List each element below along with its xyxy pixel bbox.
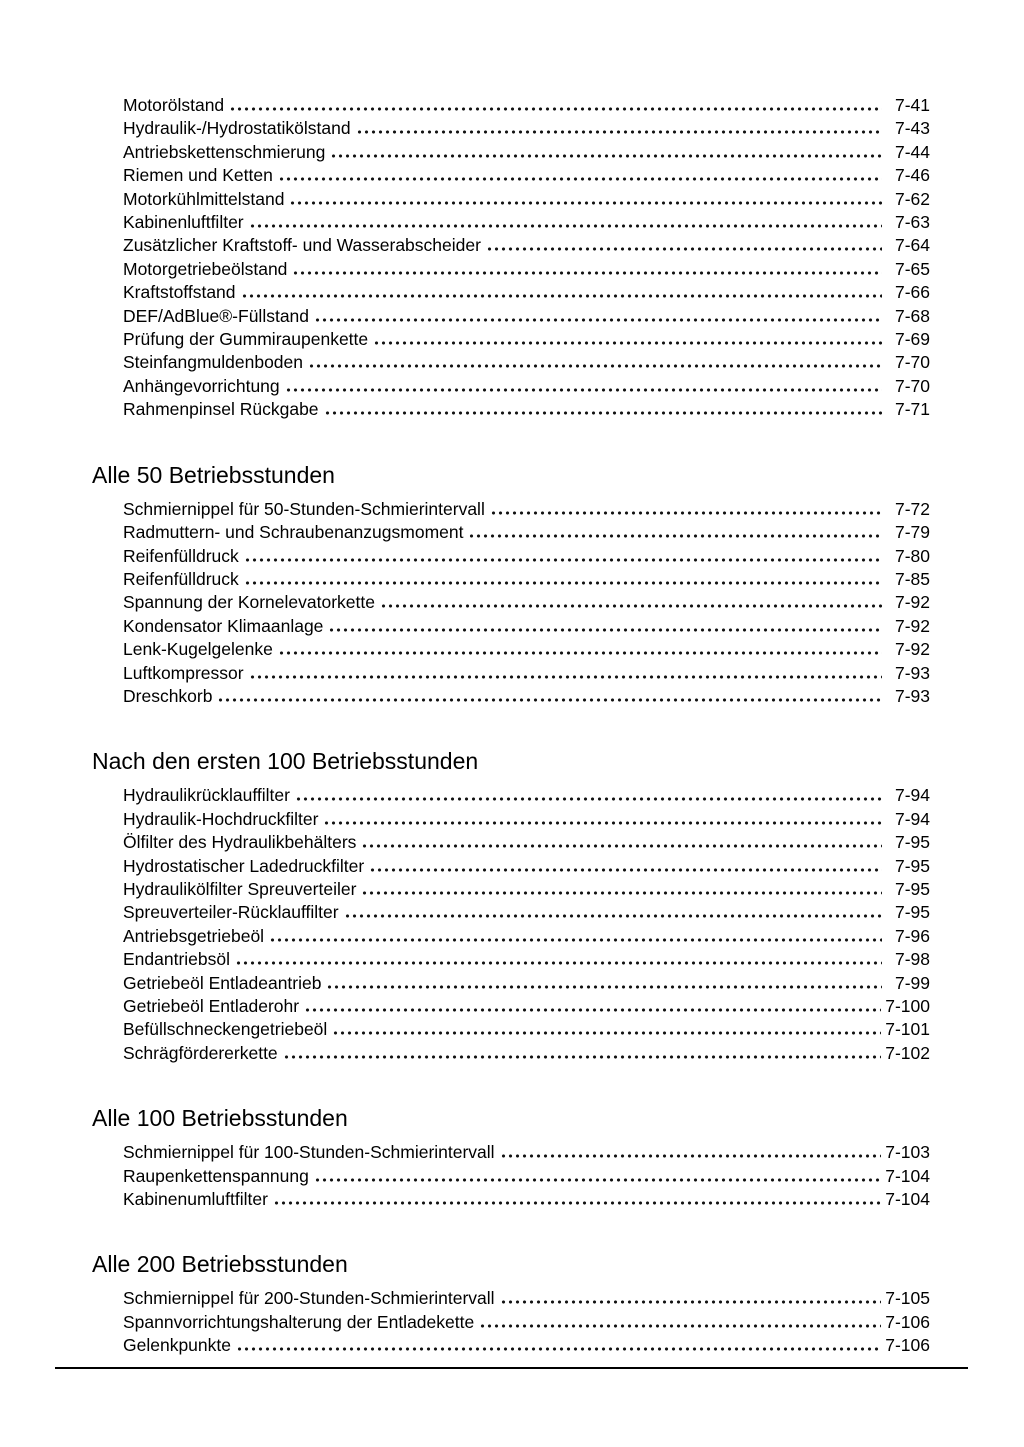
dot-leader xyxy=(289,201,882,205)
toc-entry-label: Schmiernippel für 200-Stunden-Schmierintervall xyxy=(123,1288,495,1309)
toc-entry-label: Schmiernippel für 50-Stunden-Schmierintervall xyxy=(123,498,485,519)
toc-entry-label: Rahmenpinsel Rückgabe xyxy=(123,399,319,420)
toc-entry-label: Endantriebsöl xyxy=(123,949,231,970)
toc-entry xyxy=(92,375,930,398)
toc-entry xyxy=(92,568,930,591)
toc-entry-page: 7-105 xyxy=(885,1288,930,1309)
toc-section xyxy=(92,1105,930,1211)
dot-leader xyxy=(361,844,882,848)
toc-entry-label: Hydraulikölfilter Spreuverteiler xyxy=(123,878,357,899)
toc-entry xyxy=(92,521,930,544)
dot-leader xyxy=(278,651,882,655)
toc-entry xyxy=(92,1018,930,1041)
dot-leader xyxy=(500,1300,882,1304)
toc-entry-label: DEF/AdBlue®-Füllstand xyxy=(123,305,310,326)
toc-entry xyxy=(92,784,930,807)
toc-entry xyxy=(92,1188,930,1211)
toc-entry-page: 7-95 xyxy=(894,855,930,876)
toc-entry-page: 7-95 xyxy=(894,832,930,853)
dot-leader xyxy=(249,675,882,679)
toc-entry-label: Radmuttern- und Schraubenanzugsmoment xyxy=(123,522,464,543)
dot-leader xyxy=(236,1347,881,1351)
dot-leader xyxy=(314,1178,881,1182)
toc-entry xyxy=(92,498,930,521)
dot-leader xyxy=(235,961,882,965)
toc-entry-label: Hydraulik-/Hydrostatikölstand xyxy=(123,118,351,139)
section-title: Alle 100 Betriebsstunden xyxy=(92,1105,348,1132)
toc-entry xyxy=(92,281,930,304)
toc-entry-page: 7-63 xyxy=(894,212,930,233)
toc-entry-page: 7-71 xyxy=(894,399,930,420)
toc-entry-page: 7-69 xyxy=(894,329,930,350)
toc-entry xyxy=(92,398,930,421)
toc-entry xyxy=(92,1311,930,1334)
toc-entry xyxy=(92,1287,930,1310)
toc-entry xyxy=(92,638,930,661)
toc xyxy=(92,94,930,1358)
toc-entry-page: 7-99 xyxy=(894,972,930,993)
dot-leader xyxy=(249,224,882,228)
toc-entry xyxy=(92,925,930,948)
toc-entry-page: 7-95 xyxy=(894,902,930,923)
toc-entry xyxy=(92,972,930,995)
toc-section xyxy=(92,462,930,709)
toc-entry-label: Reifenfülldruck xyxy=(123,545,239,566)
toc-entry-page: 7-43 xyxy=(894,118,930,139)
dot-leader xyxy=(361,891,882,895)
toc-entry-page: 7-70 xyxy=(894,375,930,396)
toc-entry-label: Kabinenluftfilter xyxy=(123,212,244,233)
toc-entry-page: 7-96 xyxy=(894,925,930,946)
dot-leader xyxy=(308,364,882,368)
toc-entry xyxy=(92,878,930,901)
toc-entry-page: 7-93 xyxy=(894,662,930,683)
toc-entry-page: 7-94 xyxy=(894,785,930,806)
dot-leader xyxy=(324,411,882,415)
dot-leader xyxy=(269,938,882,942)
dot-leader xyxy=(229,107,882,111)
toc-entry xyxy=(92,141,930,164)
dot-leader xyxy=(369,868,882,872)
toc-entry-label: Dreschkorb xyxy=(123,685,213,706)
toc-entry xyxy=(92,164,930,187)
toc-entry xyxy=(92,211,930,234)
toc-entry xyxy=(92,351,930,374)
dot-leader xyxy=(217,698,882,702)
dot-leader xyxy=(323,821,882,825)
toc-entry xyxy=(92,948,930,971)
toc-entry-label: Hydrostatischer Ladedruckfilter xyxy=(123,855,365,876)
dot-leader xyxy=(244,558,882,562)
toc-entry-label: Motorölstand xyxy=(123,95,225,115)
dot-leader xyxy=(330,154,882,158)
toc-entry-page: 7-72 xyxy=(894,498,930,519)
dot-leader xyxy=(479,1324,881,1328)
toc-entry-label: Motorgetriebeölstand xyxy=(123,258,288,279)
toc-entry-page: 7-46 xyxy=(894,165,930,186)
toc-entry xyxy=(92,117,930,140)
dot-leader xyxy=(326,985,882,989)
toc-entry-label: Getriebeöl Entladerohr xyxy=(123,996,300,1016)
toc-entry xyxy=(92,831,930,854)
toc-entry-label: Spannung der Kornelevatorkette xyxy=(123,592,375,613)
toc-section xyxy=(92,1251,930,1357)
toc-entry-page: 7-70 xyxy=(894,352,930,373)
toc-entry xyxy=(92,188,930,211)
dot-leader xyxy=(304,1008,881,1012)
toc-entry-page: 7-104 xyxy=(885,1189,930,1210)
toc-entry-page: 7-92 xyxy=(894,639,930,660)
toc-entry xyxy=(92,234,930,257)
toc-entry xyxy=(92,591,930,614)
toc-entry xyxy=(92,855,930,878)
toc-entry-page: 7-66 xyxy=(894,282,930,303)
toc-entry-page: 7-98 xyxy=(894,949,930,970)
toc-entry-label: Schrägfördererkette xyxy=(123,1042,278,1063)
toc-entry-label: Anhängevorrichtung xyxy=(123,375,280,396)
toc-entry-page: 7-93 xyxy=(894,685,930,706)
toc-entry-label: Spannvorrichtungshalterung der Entladekette xyxy=(123,1311,475,1332)
toc-entry xyxy=(92,305,930,328)
toc-entry-label: Lenk-Kugelgelenke xyxy=(123,639,273,660)
toc-entry-label: Spreuverteiler-Rücklauffilter xyxy=(123,902,339,923)
toc-entry-page: 7-65 xyxy=(894,258,930,279)
toc-entry-page: 7-106 xyxy=(885,1311,930,1332)
dot-leader xyxy=(486,247,882,251)
dot-leader xyxy=(356,130,882,134)
toc-entry-page: 7-85 xyxy=(894,568,930,589)
toc-entry-page: 7-92 xyxy=(894,615,930,636)
toc-entry-label: Gelenkpunkte xyxy=(123,1335,231,1356)
toc-entry-page: 7-106 xyxy=(885,1335,930,1356)
dot-leader xyxy=(292,271,882,275)
toc-entry-label: Reifenfülldruck xyxy=(123,568,239,589)
toc-entry xyxy=(92,328,930,351)
toc-entry xyxy=(92,662,930,685)
toc-section xyxy=(92,94,930,422)
toc-entry-label: Raupenkettenspannung xyxy=(123,1165,309,1186)
toc-entry xyxy=(92,1042,930,1065)
dot-leader xyxy=(285,388,882,392)
toc-entry-page: 7-100 xyxy=(885,996,930,1016)
toc-entry-label: Steinfangmuldenboden xyxy=(123,352,304,373)
toc-entry-page: 7-95 xyxy=(894,878,930,899)
toc-entry-label: Ölfilter des Hydraulikbehälters xyxy=(123,832,357,853)
dot-leader xyxy=(500,1154,882,1158)
dot-leader xyxy=(241,294,882,298)
toc-entry xyxy=(92,615,930,638)
dot-leader xyxy=(344,914,882,918)
dot-leader xyxy=(468,534,882,538)
toc-entry-page: 7-101 xyxy=(885,1019,930,1040)
dot-leader xyxy=(332,1031,881,1035)
toc-entry-page: 7-41 xyxy=(894,95,930,115)
dot-leader xyxy=(328,628,882,632)
toc-entry-page: 7-80 xyxy=(894,545,930,566)
dot-leader xyxy=(314,318,882,322)
toc-entry-label: Prüfung der Gummiraupenkette xyxy=(123,329,369,350)
toc-entry-label: Getriebeöl Entladeantrieb xyxy=(123,972,322,993)
footer-rule xyxy=(55,1367,968,1369)
toc-entry-page: 7-44 xyxy=(894,141,930,162)
toc-entry xyxy=(92,1165,930,1188)
section-title: Nach den ersten 100 Betriebsstunden xyxy=(92,748,479,775)
dot-leader xyxy=(490,511,882,515)
toc-section xyxy=(92,748,930,1065)
toc-entry-label: Hydraulik-Hochdruckfilter xyxy=(123,808,319,829)
toc-entry-label: Schmiernippel für 100-Stunden-Schmierintervall xyxy=(123,1142,495,1163)
toc-entry-page: 7-64 xyxy=(894,235,930,256)
toc-entry-page: 7-94 xyxy=(894,808,930,829)
dot-leader xyxy=(373,341,882,345)
toc-entry-label: Kabinenumluftfilter xyxy=(123,1189,268,1210)
toc-entry-label: Riemen und Ketten xyxy=(123,165,273,186)
toc-entry-label: Motorkühlmittelstand xyxy=(123,188,285,209)
toc-entry xyxy=(92,685,930,708)
dot-leader xyxy=(283,1055,882,1059)
toc-entry-label: Zusätzlicher Kraftstoff- und Wasserabscheider xyxy=(123,235,481,256)
toc-entry xyxy=(92,995,930,1018)
toc-entry-label: Kondensator Klimaanlage xyxy=(123,615,324,636)
toc-entry-label: Luftkompressor xyxy=(123,662,244,683)
toc-entry-page: 7-104 xyxy=(885,1165,930,1186)
dot-leader xyxy=(244,581,882,585)
toc-entry xyxy=(92,258,930,281)
dot-leader xyxy=(380,604,882,608)
toc-entry-label: Kraftstoffstand xyxy=(123,282,236,303)
section-title: Alle 200 Betriebsstunden xyxy=(92,1251,348,1278)
toc-entry-label: Antriebsgetriebeöl xyxy=(123,925,265,946)
toc-entry xyxy=(92,808,930,831)
dot-leader xyxy=(295,797,882,801)
toc-entry xyxy=(92,94,930,117)
toc-entry-label: Antriebskettenschmierung xyxy=(123,141,326,162)
toc-entry xyxy=(92,545,930,568)
toc-entry xyxy=(92,1141,930,1164)
toc-entry-page: 7-79 xyxy=(894,522,930,543)
toc-entry-label: Befüllschneckengetriebeöl xyxy=(123,1019,328,1040)
toc-entry-label: Hydraulikrücklauffilter xyxy=(123,785,290,806)
toc-entry-page: 7-68 xyxy=(894,305,930,326)
dot-leader xyxy=(273,1201,881,1205)
toc-entry-page: 7-92 xyxy=(894,592,930,613)
toc-entry xyxy=(92,1334,930,1357)
toc-entry-page: 7-103 xyxy=(885,1142,930,1163)
dot-leader xyxy=(278,177,882,181)
section-title: Alle 50 Betriebsstunden xyxy=(92,461,335,488)
toc-entry-page: 7-102 xyxy=(885,1042,930,1063)
toc-entry-page: 7-62 xyxy=(894,188,930,209)
toc-entry xyxy=(92,901,930,924)
